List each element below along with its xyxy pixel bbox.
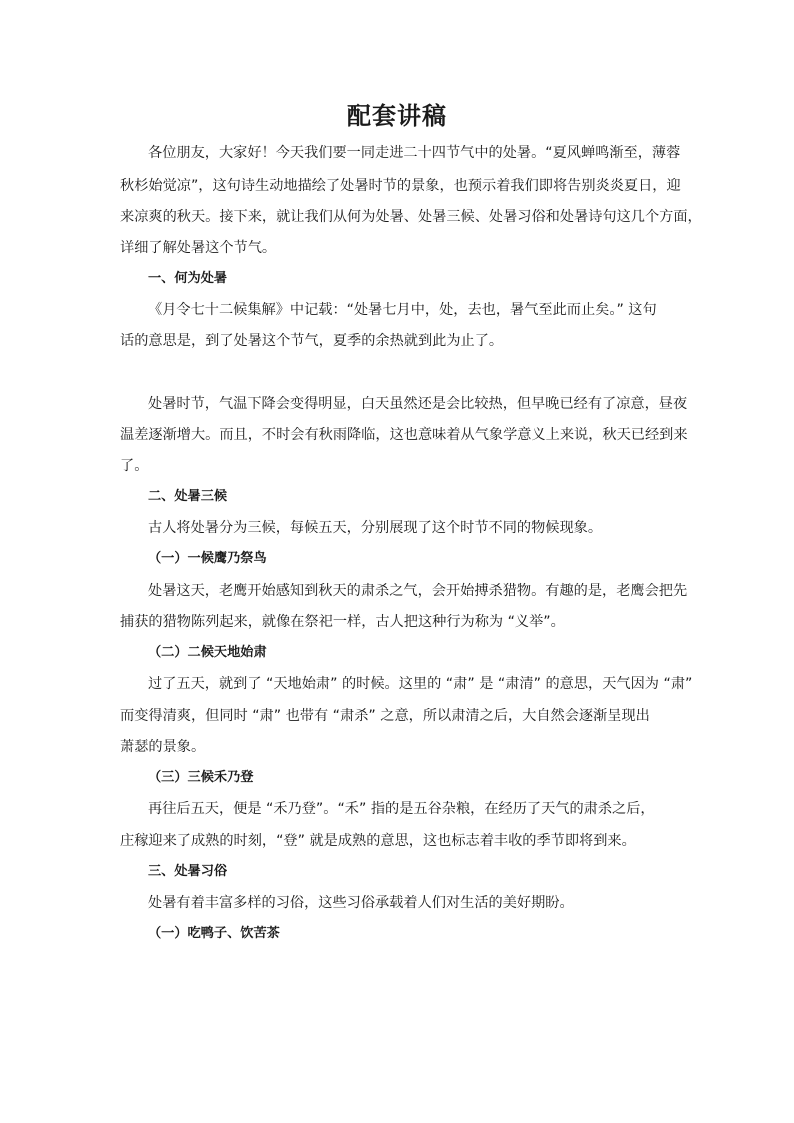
paragraph-line: 古人将处暑分为三候，每候五天，分别展现了这个时节不同的物候现象。 [148,520,603,536]
subsection-heading: （二）二候天地始肃 [148,645,267,660]
paragraph-line: 温差逐渐增大。而且，不时会有秋雨降临，这也意味着从气象学意义上来说，秋天已经到来 [120,427,688,443]
paragraph-line: 话的意思是，到了处暑这个节气，夏季的余热就到此为止了。 [120,333,504,349]
paragraph-line: 秋杉始觉凉”，这句诗生动地描绘了处暑时节的景象，也预示着我们即将告别炎炎夏日，迎 [120,178,681,194]
paragraph-line: 过了五天，就到了 “天地始肃” 的时候。这里的 “肃” 是 “肃清” 的意思，天气因为 “肃” [148,676,693,692]
paragraph-line: 处暑时节，气温下降会变得明显，白天虽然还是会比较热，但早晚已经有了凉意，昼夜 [148,396,688,412]
paragraph-line: 来凉爽的秋天。接下来，就让我们从何为处暑、处暑三候、处暑习俗和处暑诗句这几个方面， [120,209,702,225]
paragraph-line: 处暑这天，老鹰开始感知到秋天的肃杀之气，会开始搏杀猎物。有趣的是，老鹰会把先 [148,583,688,599]
section-heading: 三、处暑习俗 [148,864,228,879]
paragraph-line: 处暑有着丰富多样的习俗，这些习俗承载着人们对生活的美好期盼。 [148,895,574,911]
subsection-heading: （三）三候禾乃登 [148,770,254,785]
subsection-heading: （一）吃鸭子、饮苦茶 [148,926,280,941]
paragraph-line: 了。 [120,458,149,474]
paragraph-line: 再往后五天，便是 “禾乃登”。“禾” 指的是五谷杂粮，在经历了天气的肃杀之后， [148,801,655,817]
paragraph-line: 庄稼迎来了成熟的时刻，“登” 就是成熟的意思，这也标志着丰收的季节即将到来。 [120,833,636,849]
section-heading: 一、何为处暑 [148,271,228,286]
paragraph-line: 而变得清爽，但同时 “肃” 也带有 “肃杀” 之意，所以肃清之后，大自然会逐渐呈现出 [120,708,650,724]
paragraph-line: 详细了解处暑这个节气。 [120,240,277,256]
paragraph-line: 《月令七十二候集解》中记载：“处暑七月中，处，去也，暑气至此而止矣。” 这句 [148,302,657,318]
paragraph-line: 各位朋友，大家好！今天我们要一同走进二十四节气中的处暑。“夏风蝉鸣渐至，薄蓉 [148,145,681,161]
paragraph-line: 捕获的猎物陈列起来，就像在祭祀一样，古人把这种行为称为 “义举”。 [120,614,565,630]
section-heading: 二、处暑三候 [148,489,228,504]
page-title: 配套讲稿 [347,102,447,130]
subsection-heading: （一）一候鹰乃祭鸟 [148,551,267,566]
paragraph-line: 萧瑟的景象。 [120,739,206,755]
